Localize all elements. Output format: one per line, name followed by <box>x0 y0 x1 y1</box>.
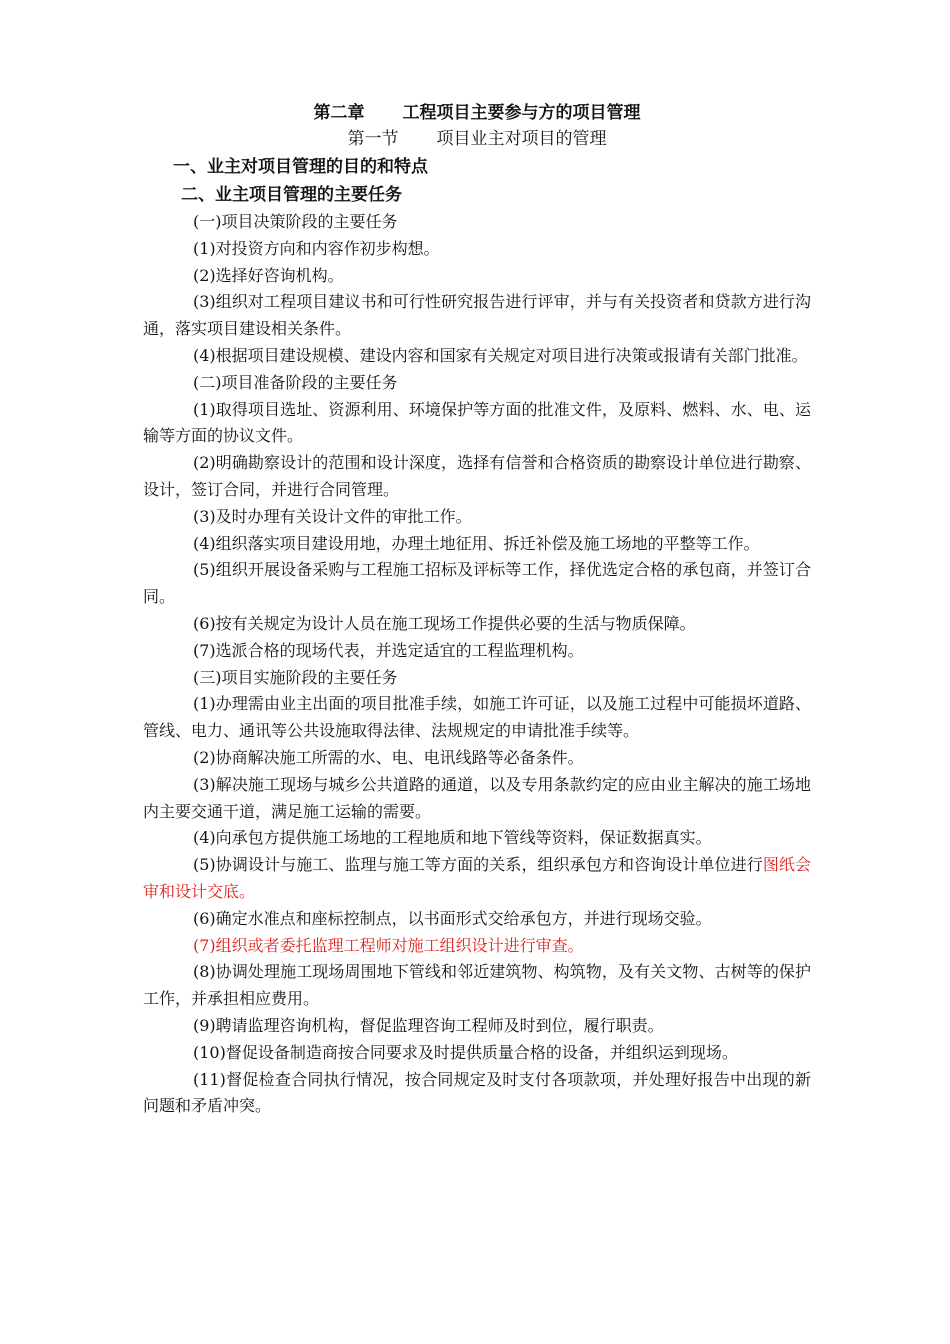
chapter-title <box>143 101 811 125</box>
chapter-number: 第二章 <box>313 103 365 123</box>
phase-3-item-1: (1)办理需由业主出面的项目批准手续，如施工许可证，以及施工过程中可能损坏道路、管线、电力、通讯等公共设施取得法律、法规规定的申请批准手续等。 <box>143 694 811 741</box>
phase-2-item-3: (3)及时办理有关设计文件的审批工作。 <box>193 506 472 526</box>
phase-2-item-2: (2)明确勘察设计的范围和设计深度，选择有信誉和合格资质的勘察设计单位进行勘察、设计，签订合同，并进行合同管理。 <box>143 453 811 499</box>
phase-3-item-9: (9)聘请监理咨询机构，督促监理咨询工程师及时到位，履行职责。 <box>193 1015 664 1035</box>
chapter-name: 工程项目主要参与方的项目管理 <box>402 103 641 123</box>
phase-3-item-5-text: (5)协调设计与施工、监理与施工等方面的关系，组织承包方和咨询设计单位进行 <box>193 855 763 875</box>
phase-2-item-4: (4)组织落实项目建设用地，办理土地征用、拆迁补偿及施工场地的平整等工作。 <box>193 533 760 553</box>
section-name: 项目业主对项目的管理 <box>436 129 607 149</box>
phase-1-item-3: (3)组织对工程项目建议书和可行性研究报告进行评审，并与有关投资者和贷款方进行沟通，落实项目建设相关条件。 <box>143 292 811 339</box>
phase-3-title: (三)项目实施阶段的主要任务 <box>193 667 398 687</box>
heading-1: 一、业主对项目管理的目的和特点 <box>173 157 428 177</box>
phase-3-item-5 <box>143 852 811 906</box>
phase-3-item-8: (8)协调处理施工现场周围地下管线和邻近建筑物、构筑物，及有关文物、古树等的保护工作，并承担相应费用。 <box>143 962 811 1009</box>
phase-1-item-2: (2)选择好咨询机构。 <box>193 265 344 285</box>
phase-2-title: (二)项目准备阶段的主要任务 <box>193 372 398 392</box>
phase-3-item-2: (2)协商解决施工所需的水、电、电讯线路等必备条件。 <box>193 747 584 767</box>
phase-3-item-6: (6)确定水准点和座标控制点，以书面形式交给承包方，并进行现场交验。 <box>193 908 712 928</box>
phase-3-item-5-highlight: 图纸会审和设计交底。 <box>143 855 811 901</box>
section-number: 第一节 <box>347 129 399 149</box>
phase-2-item-5: (5)组织开展设备采购与工程施工招标及评标等工作，择优选定合格的承包商，并签订合同。 <box>143 560 811 607</box>
phase-2-item-1: (1)取得项目选址、资源利用、环境保护等方面的批准文件，及原料、燃料、水、电、运输等方面的协议文件。 <box>143 399 811 446</box>
phase-1-item-4: (4)根据项目建设规模、建设内容和国家有关规定对项目进行决策或报请有关部门批准。 <box>193 345 808 365</box>
phase-2-item-6: (6)按有关规定为设计人员在施工现场工作提供必要的生活与物质保障。 <box>193 613 696 633</box>
phase-3-item-4: (4)向承包方提供施工场地的工程地质和地下管线等资料，保证数据真实。 <box>193 828 712 848</box>
phase-3-item-7: (7)组织或者委托监理工程师对施工组织设计进行审查。 <box>193 935 584 955</box>
heading-2: 二、业主项目管理的主要任务 <box>181 185 402 205</box>
phase-1-title: (一)项目决策阶段的主要任务 <box>193 212 398 231</box>
phase-3-item-3: (3)解决施工现场与城乡公共道路的通道，以及专用条款约定的应由业主解决的施工场地内主要交通干道，满足施工运输的需要。 <box>143 774 811 821</box>
phase-2-item-7: (7)选派合格的现场代表，并选定适宜的工程监理机构。 <box>193 640 584 660</box>
document-page <box>143 101 811 1120</box>
phase-3-item-11: (11)督促检查合同执行情况，按合同规定及时支付各项款项，并处理好报告中出现的新问题和矛盾冲突。 <box>143 1069 811 1116</box>
section-title <box>143 125 811 153</box>
phase-3-item-10: (10)督促设备制造商按合同要求及时提供质量合格的设备，并组织运到现场。 <box>193 1042 738 1062</box>
phase-1-item-1: (1)对投资方向和内容作初步构想。 <box>193 238 440 258</box>
